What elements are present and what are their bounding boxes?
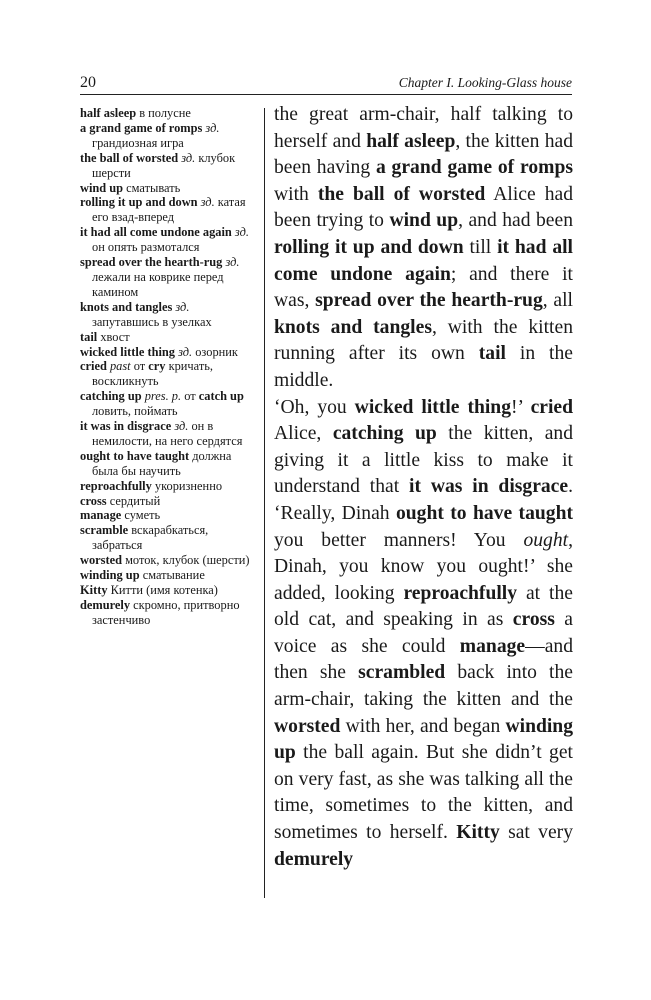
column-divider — [264, 108, 265, 898]
glossary-translation: от — [181, 389, 199, 404]
glossary-entry — [80, 255, 258, 300]
bold-term: worsted — [274, 715, 341, 737]
glossary-translation: моток, клубок (шерсти) — [121, 553, 250, 568]
glossary-term: cry — [148, 359, 166, 374]
glossary-entry — [80, 479, 258, 494]
glossary-term: winding up — [80, 568, 140, 583]
glossary-term: it had all come undone again — [80, 225, 232, 240]
text-run: with — [274, 183, 318, 205]
bold-term: winding up — [274, 715, 573, 764]
glossary-entry — [80, 523, 258, 553]
glossary-term: Kitty — [80, 583, 108, 597]
glossary-column — [80, 106, 258, 628]
text-run: . ‘Really, Dinah — [274, 476, 573, 524]
bold-term: tail — [478, 343, 506, 365]
glossary-note: зд. — [178, 150, 196, 165]
paragraph-2 — [274, 395, 573, 874]
glossary-translation: сматывать — [123, 180, 181, 195]
bold-term: half asleep — [366, 130, 456, 152]
text-run: !’ — [511, 396, 531, 418]
glossary-note: зд. — [172, 299, 190, 314]
glossary-term: it was in disgrace — [80, 419, 172, 434]
bold-term: manage — [459, 635, 526, 657]
bold-term: wind up — [389, 210, 459, 232]
glossary-term: reproachfully — [80, 478, 152, 493]
bold-term: wicked little thing — [354, 396, 511, 418]
glossary-term: demurely — [80, 597, 131, 612]
glossary-term: manage — [80, 508, 122, 523]
bold-term: spread over the hearth-rug — [315, 290, 543, 312]
glossary-translation: укоризненно — [151, 478, 223, 493]
glossary-term: wind up — [80, 180, 124, 195]
glossary-entry — [80, 583, 258, 598]
text-run: Alice had been trying to — [274, 183, 574, 232]
glossary-translation: хвост — [97, 329, 130, 344]
text-run: , with the kitten running after its own — [274, 316, 573, 365]
glossary-entry — [80, 508, 258, 523]
glossary-entry — [80, 345, 258, 360]
text-run: , Dinah, you know you ought!’ she added, looking — [274, 529, 573, 604]
text-run: , the kitten had been having — [274, 130, 573, 179]
glossary-entry — [80, 195, 258, 225]
glossary-entry — [80, 225, 258, 255]
glossary-term: rolling it up and down — [80, 195, 198, 210]
glossary-note: зд. — [202, 120, 220, 135]
glossary-term: half asleep — [80, 106, 137, 120]
glossary-term: ought to have taught — [80, 448, 190, 463]
glossary-note: зд. — [171, 419, 189, 434]
text-run: the great arm-chair, half talking to herself and — [274, 104, 573, 152]
text-run: , and had been — [458, 210, 573, 232]
bold-term: a grand game of romps — [375, 157, 573, 179]
glossary-term: the ball of worsted — [80, 150, 179, 165]
paragraph-1 — [274, 102, 573, 395]
glossary-translation: катая его взад-вперед — [92, 195, 246, 225]
glossary-translation: суметь — [121, 508, 161, 523]
glossary-entry — [80, 359, 258, 389]
bold-term: reproachfully — [403, 582, 518, 604]
glossary-entry — [80, 568, 258, 583]
glossary-entry — [80, 300, 258, 330]
glossary-note: pres. p. — [141, 389, 182, 404]
glossary-note: зд. — [175, 344, 193, 359]
text-run: in the middle. — [274, 343, 573, 391]
glossary-translation: грандиозная игра — [92, 135, 184, 150]
glossary-translation: Китти (имя котенка) — [107, 583, 218, 597]
glossary-translation: клубок шерсти — [92, 150, 236, 180]
text-run: , all — [542, 290, 573, 312]
main-text — [274, 102, 573, 873]
bold-term: knots and tangles — [274, 316, 432, 338]
glossary-term: scramble — [80, 523, 129, 538]
glossary-term: a grand game of romps — [80, 120, 203, 135]
italic-text: ought — [523, 529, 569, 551]
text-run: —and then she — [274, 635, 573, 684]
glossary-translation: озорник — [192, 344, 238, 359]
text-run: ‘Oh, you — [274, 396, 355, 418]
glossary-term: worsted — [80, 553, 122, 568]
chapter-title: Chapter I. Looking-Glass house — [398, 75, 572, 90]
glossary-translation: он опять размотался — [92, 240, 200, 255]
page-header — [80, 74, 572, 94]
glossary-entry — [80, 181, 258, 196]
glossary-term: spread over the hearth-rug — [80, 255, 223, 270]
text-run: sat very — [499, 822, 573, 844]
text-run: at the old cat, and speaking in as — [274, 582, 573, 631]
text-run: with her, and began — [340, 715, 506, 737]
glossary-entry — [80, 330, 258, 345]
glossary-translation: запутавшись в узелках — [92, 314, 212, 329]
glossary-entry — [80, 389, 258, 419]
glossary-translation: кричать, воскликнуть — [92, 359, 213, 389]
bold-term: catching up — [332, 423, 437, 445]
glossary-term: catching up — [80, 389, 142, 404]
glossary-translation: ловить, поймать — [92, 404, 178, 419]
bold-term: scrambled — [358, 662, 446, 684]
glossary-note: зд. — [197, 195, 215, 210]
glossary-translation: в полусне — [136, 106, 191, 120]
glossary-translation: лежали на коврике перед камином — [92, 269, 224, 299]
page-number: 20 — [80, 74, 96, 91]
glossary-translation: от — [130, 359, 149, 374]
bold-term: rolling it up and down — [274, 236, 464, 258]
glossary-entry — [80, 121, 258, 151]
glossary-entry — [80, 449, 258, 479]
glossary-note: зд. — [231, 225, 249, 240]
glossary-entry — [80, 419, 258, 449]
glossary-entry — [80, 553, 258, 568]
glossary-term: cross — [80, 493, 107, 508]
glossary-entry — [80, 598, 258, 628]
text-run: back into the arm-chair, taking the kitten and the — [274, 662, 573, 711]
glossary-term: catch up — [198, 389, 244, 404]
glossary-entry — [80, 106, 258, 121]
text-run: a voice as she could — [274, 609, 573, 657]
glossary-note: past — [106, 359, 131, 374]
text-run: Alice, — [274, 423, 333, 445]
bold-term: the ball of worsted — [317, 183, 486, 205]
glossary-translation: вскарабкаться, забраться — [92, 523, 209, 553]
glossary-entry — [80, 494, 258, 509]
glossary-entry — [80, 151, 258, 181]
bold-term: Kitty — [456, 822, 500, 844]
header-rule — [80, 94, 572, 95]
glossary-term: tail — [80, 329, 98, 344]
bold-term: cross — [512, 609, 555, 631]
text-run: till — [463, 236, 498, 258]
bold-term: cried — [530, 396, 573, 418]
bold-term: it had all come undone again — [274, 236, 573, 285]
text-run: ; and there it was, — [274, 263, 574, 312]
glossary-note: зд. — [222, 255, 240, 270]
glossary-term: knots and tangles — [80, 299, 173, 314]
glossary-translation: сматывание — [139, 568, 205, 583]
bold-term: ought to have taught — [395, 502, 573, 524]
glossary-translation: должна была бы научить — [92, 448, 232, 478]
glossary-term: wicked little thing — [80, 344, 175, 359]
text-run: the kitten, and giving it a little kiss to make it understand that — [274, 423, 573, 498]
glossary-translation: сердитый — [106, 493, 161, 508]
glossary-translation: скромно, притворно застенчиво — [92, 597, 240, 627]
glossary-translation: он в немилости, на него сердятся — [92, 419, 243, 448]
bold-term: it was in disgrace — [409, 476, 569, 498]
glossary-term: cried — [80, 359, 107, 374]
text-run: the ball again. But she didn’t get on very fast, as she was talking all the time, sometimes to the kitten, and sometimes to herself. — [274, 742, 573, 844]
text-run: you better manners! You — [274, 529, 524, 551]
bold-term: demurely — [274, 848, 354, 870]
